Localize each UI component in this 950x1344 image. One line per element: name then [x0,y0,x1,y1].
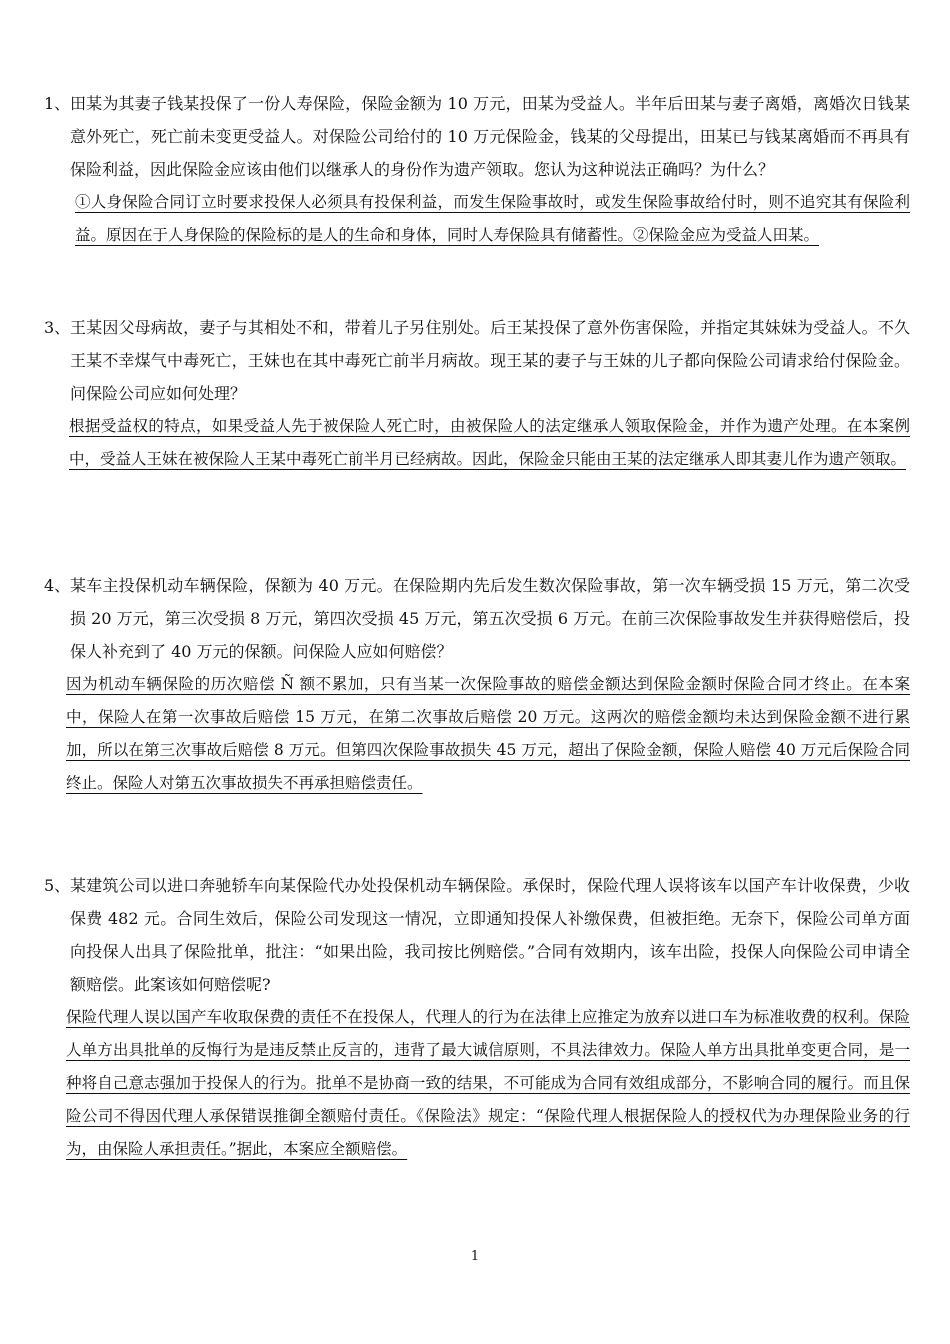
answer-body: 根据受益权的特点，如果受益人先于被保险人死亡时，由被保险人的法定继承人领取保险金，并作为遗产处理。在本案例中，受益人王妹在被保险人王某中毒死亡前半月已经病故。因此，保险金只能由王某的法定继承人即其妻儿作为遗产领取。 [69,417,910,468]
answer-text [44,668,910,800]
question-block-5 [44,869,910,1166]
question-body: 某建筑公司以进口奔驰轿车向某保险代办处投保机动车辆保险。承保时，保险代理人误将该车以国产车计收保费，少收保费 482 元。合同生效后，保险公司发现这一情况，立即通知投保人补缴保费，但被拒绝。无奈下，保险公司单方面向投保人出具了保险批单，批注：“如果出险，我司按比例赔偿。”合同有效期内，该车出险，投保人向保险公司申请全额赔偿。此案该如何赔偿呢? [70,876,910,994]
question-text [44,87,910,186]
question-text [44,311,910,410]
answer-text [44,186,910,252]
question-number: 1、 [44,94,71,113]
answer-text [44,410,910,476]
question-body: 田某为其妻子钱某投保了一份人寿保险，保险金额为 10 万元，田某为受益人。半年后田某与妻子离婚，离婚次日钱某意外死亡，死亡前未变更受益人。对保险公司给付的 10 万元保险金，钱某的父母提出，田某已与钱某离婚而不再具有保险利益，因此保险金应该由他们以继承人的身份作为遗产领取。您认为这种说法正确吗？为什么？ [70,94,910,179]
question-number: 5、 [44,876,71,895]
question-body: 某车主投保机动车辆保险，保额为 40 万元。在保险期内先后发生数次保险事故，第一次车辆受损 15 万元，第二次受损 20 万元，第三次受损 8 万元，第四次受损 45 万元，第五次受损 6 万元。在前三次保险事故发生并获得赔偿后，投保人补充到了 40 万元的保额。问保险人应如何赔偿？ [70,576,910,661]
question-text [44,869,910,1001]
question-body: 王某因父母病故，妻子与其相处不和，带着儿子另住别处。后王某投保了意外伤害保险，并指定其妹妹为受益人。不久王某不幸煤气中毒死亡，王妹也在其中毒死亡前半月病故。现王某的妻子与王妹的儿子都向保险公司请求给付保险金。问保险公司应如何处理？ [70,318,910,403]
question-block-3 [44,311,910,476]
answer-text [44,1001,910,1166]
page-number: 1 [470,1249,480,1264]
question-block-1 [44,87,910,252]
answer-body: 保险代理人误以国产车收取保费的责任不在投保人，代理人的行为在法律上应推定为放弃以进口车为标准收费的权利。保险人单方出具批单的反悔行为是违反禁止反言的，违背了最大诚信原则，不具法律效力。保险人单方出具批单变更合同，是一种将自己意志强加于投保人的行为。批单不是协商一致的结果，不可能成为合同有效组成部分，不影响合同的履行。而且保险公司不得因代理人承保错误推御全额赔付责任。《保险法》规定：“保险代理人根据保险人的授权代为办理保险业务的行为，由保险人承担责任。”据此，本案应全额赔偿。 [66,1008,910,1158]
question-number: 3、 [44,318,71,337]
answer-body: ①人身保险合同订立时要求投保人必须具有投保利益，而发生保险事故时，或发生保险事故给付时，则不追究其有保险利益。原因在于人身保险的保险标的是人的生命和身体，同时人寿保险具有储蓄性。②保险金应为受益人田某。 [75,193,910,244]
question-text [44,569,910,668]
question-number: 4、 [44,576,71,595]
answer-body: 因为机动车辆保险的历次赔偿 Ñ 额不累加，只有当某一次保险事故的赔偿金额达到保险金额时保险合同才终止。在本案中，保险人在第一次事故后赔偿 15 万元，在第二次事故后赔偿 20 万元。这两次的赔偿金额均未达到保险金额不进行累加，所以在第三次事故后赔偿 8 万元。但第四次保险事故损失 45 万元，超出了保险金额，保险人赔偿 40 万元后保险合同终止。保险人对第五次事故损失不再承担赔偿责任。 [66,675,910,792]
question-block-4 [44,569,910,800]
